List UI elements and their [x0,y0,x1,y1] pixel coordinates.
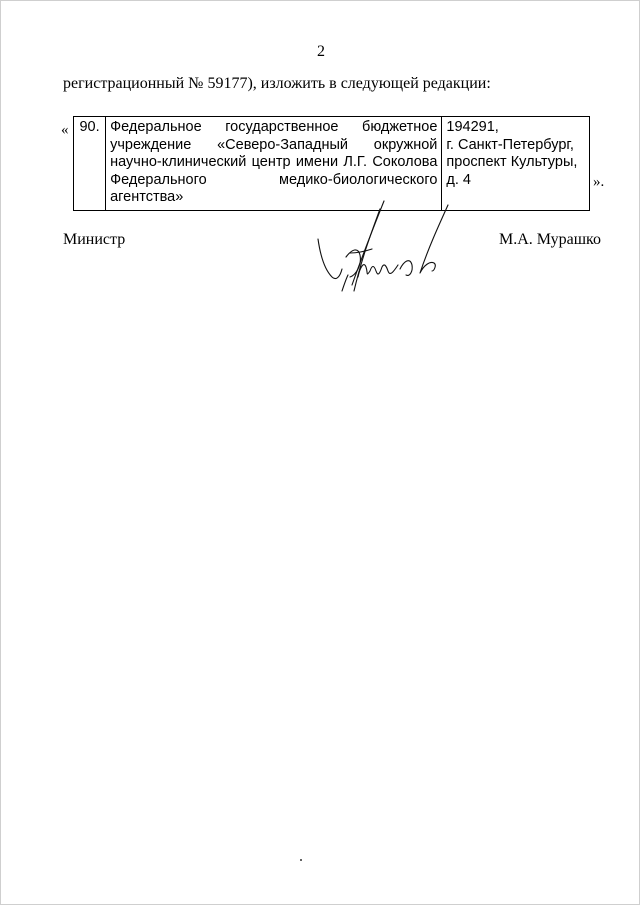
handwritten-signature [306,191,456,301]
quote-open: « [61,122,69,138]
quote-close: ». [593,174,605,190]
scan-speck [300,859,302,861]
address-line-2: г. Санкт-Петербург, [446,136,574,153]
signer-name: М.А. Мурашко [499,231,601,248]
intro-text: регистрационный № 59177), изложить в следующей редакции: [63,75,491,92]
address-line-1: 194291, [446,119,499,135]
name-line-2: учреждение «Северо-Западный окружной [110,136,438,153]
name-line-4: Федерального медико-биологического агентства» [110,171,438,205]
name-line-1: Федеральное государственное бюджетное [110,119,438,135]
signer-position: Министр [63,231,126,248]
name-line-3: научно-клинический центр имени Л.Г. Соколова [110,154,438,170]
address-line-3: проспект Культуры, [446,154,578,170]
address-line-4: д. 4 [446,171,471,188]
row-number: 90. [74,117,106,211]
page-number: 2 [317,43,325,60]
institution-address [442,117,590,211]
